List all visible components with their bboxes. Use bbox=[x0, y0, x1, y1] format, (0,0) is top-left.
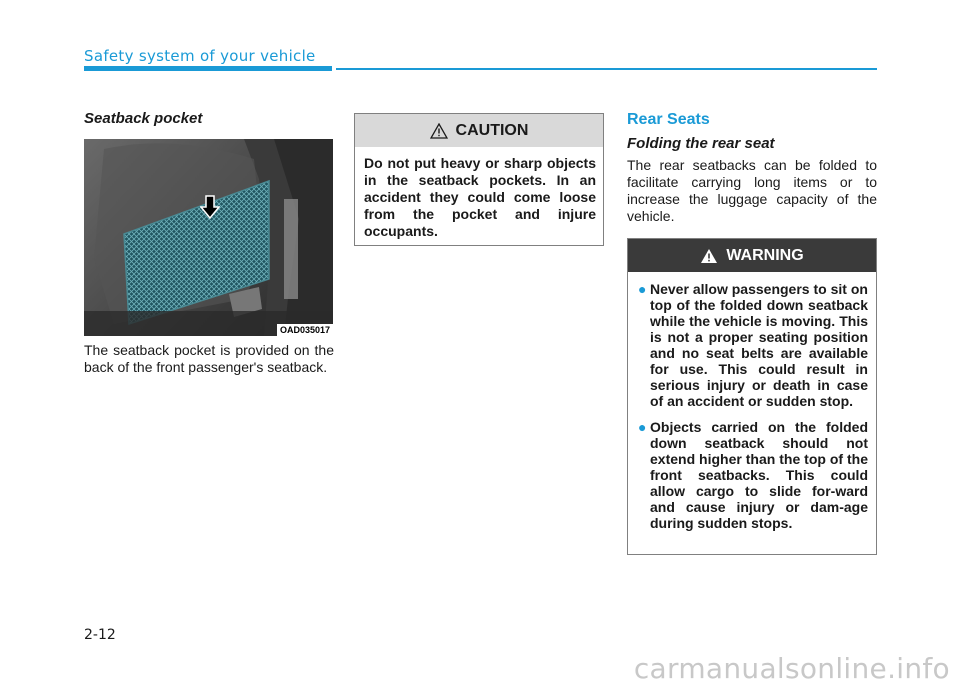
bullet-icon: ● bbox=[638, 281, 647, 297]
section-title: Safety system of your vehicle bbox=[84, 47, 316, 65]
warning-box bbox=[627, 238, 877, 555]
rear-seats-text: The rear seatbacks can be folded to facilitate carrying long items or to increase the luggage capacity of the vehicle. bbox=[627, 157, 877, 224]
caution-text: Do not put heavy or sharp objects in the seatback pockets. In an accident they could come loose from the pocket and injure occupants. bbox=[364, 155, 596, 239]
folding-rear-seat-subheading: Folding the rear seat bbox=[627, 135, 775, 152]
warning-item-text: Objects carried on the folded down seatback should not extend higher than the top of the front seatbacks. This could allow cargo to slide for-ward and cause injury or dam-age during sudden stops. bbox=[650, 419, 868, 531]
header-rule-thick bbox=[84, 66, 332, 71]
seatback-pocket-title: Seatback pocket bbox=[84, 110, 203, 127]
header-rule-thin bbox=[336, 68, 877, 70]
warning-list bbox=[628, 272, 876, 531]
seatback-illustration bbox=[84, 139, 333, 336]
rear-seats-heading: Rear Seats bbox=[627, 111, 710, 128]
warning-header bbox=[628, 239, 876, 272]
caution-box bbox=[354, 113, 604, 246]
watermark: carmanualsonline.info bbox=[633, 652, 950, 685]
list-item bbox=[638, 419, 868, 531]
caution-label: CAUTION bbox=[455, 121, 529, 139]
warning-label: WARNING bbox=[726, 246, 804, 264]
down-arrow-icon bbox=[200, 195, 220, 219]
seatback-pocket-text: The seatback pocket is provided on the back of the front passenger's seatback. bbox=[84, 342, 334, 375]
page-number: 2-12 bbox=[84, 627, 116, 643]
list-item bbox=[638, 281, 868, 409]
image-code: OAD035017 bbox=[277, 324, 333, 336]
warning-item-text: Never allow passengers to sit on top of the folded down seatback while the vehicle is moving. This is not a proper seating position and no seat belts are available for use. This could result in serious injury or death in case of an accident or sudden stop. bbox=[650, 281, 868, 409]
warning-triangle-icon bbox=[430, 123, 448, 139]
bullet-icon: ● bbox=[638, 419, 647, 435]
caution-header bbox=[355, 114, 603, 147]
seatback-pocket-photo bbox=[84, 139, 333, 336]
warning-triangle-icon bbox=[700, 248, 718, 264]
